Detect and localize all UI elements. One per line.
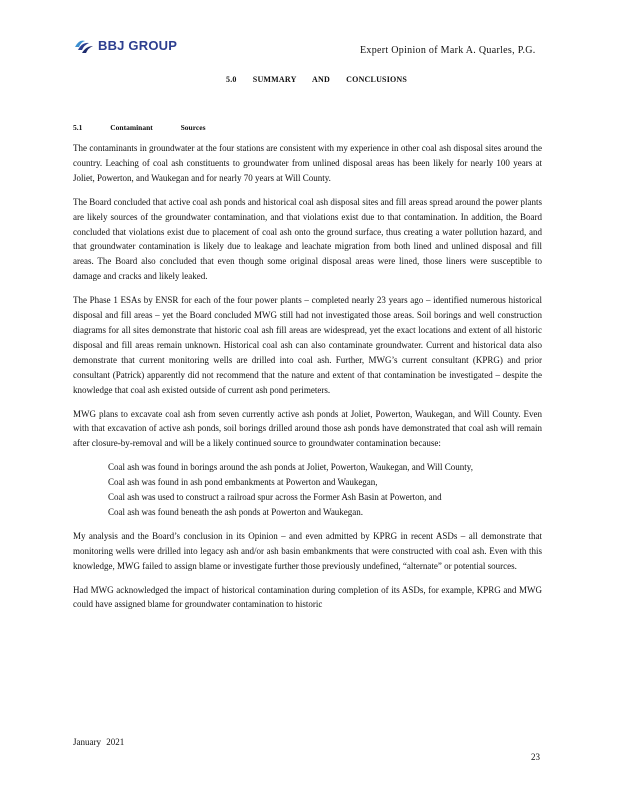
list-item (73, 505, 542, 520)
list-item (73, 475, 542, 490)
running-title: Expert Opinion of Mark A. Quarles, P.G. (360, 45, 536, 56)
section-heading: 5.0 SUMMARY AND CONCLUSIONS (226, 75, 408, 84)
list-item-text: Coal ash was used to construct a railroad spur across the Former Ash Basin at Powerton, and (108, 492, 442, 503)
footer-date: January 2021 (73, 737, 125, 747)
list-item (73, 490, 542, 505)
list-item (73, 460, 542, 475)
list-item-text: Coal ash was found in borings around the ash ponds at Joliet, Powerton, Waukegan, and Will County, (108, 462, 473, 473)
bbj-wave-logo-icon (73, 35, 95, 55)
bullet-list (73, 460, 542, 520)
page-number: 23 (531, 752, 540, 762)
paragraph: MWG plans to excavate coal ash from seven currently active ash ponds at Joliet, Powerton, Waukegan, and Will County. Even with that excavation of active ash ponds, soil borings drilled around those ash ponds have demonstrated that coal ash will remain after closure-by-removal and will be a likely continued source to groundwater contamination because: (73, 408, 542, 449)
document-body (73, 141, 542, 621)
logo-text: BBJ GROUP (98, 37, 178, 53)
company-logo (73, 35, 177, 55)
paragraph: The contaminants in groundwater at the four stations are consistent with my experience in other coal ash disposal sites around the country. Leaching of coal ash constituents to groundwater from unlined disposal areas has been likely for nearly 100 years at Joliet, Powerton, and Waukegan and for nearly 70 years at Will County. (73, 143, 542, 183)
paragraph: The Phase 1 ESAs by ENSR for each of the four power plants – completed nearly 23 years ago – identified numerous historical disposal and fill areas – yet the Board concluded MWG still had not investigated those areas. Soil borings and well construction diagrams for all sites demonstrate that historic coal ash fill areas are widespread, yet the exact locations and extent of all historic disposal and fill areas remain unknown. Historical coal ash can also contaminate groundwater. Current and historical data also demonstrate that current monitoring wells are drilled into coal ash. Further, MWG’s current consultant (KPRG) and prior consultant (Patrick) apparently did not recommend that the nature and extent of that contamination be investigated – despite the knowledge that coal ash existed outside of current ash pond perimeters. (73, 295, 542, 395)
list-item-text: Coal ash was found in ash pond embankments at Powerton and Waukegan, (108, 477, 378, 488)
paragraph: My analysis and the Board’s conclusion in its Opinion – and even admitted by KPRG in recent ASDs – all demonstrate that monitoring wells were drilled into legacy ash and/or ash basin embankments that were constructed with coal ash. Even with this knowledge, MWG failed to assign blame or investigate further those previously undefined, “alternate” or potential sources. (73, 530, 542, 571)
list-item-text: Coal ash was found beneath the ash ponds at Powerton and Waukegan. (108, 506, 364, 517)
subsection-heading: 5.1 Contaminant Sources (73, 123, 206, 132)
paragraph: Had MWG acknowledged the impact of historical contamination during completion of its ASDs, for example, KPRG and MWG could have assigned blame for groundwater contamination to historic (73, 584, 542, 610)
paragraph: The Board concluded that active coal ash ponds and historical coal ash disposal sites and fill areas spread around the power plants are likely sources of the groundwater contamination, and that violations exist due to that contamination. In addition, the Board concluded that violations exist due to placement of coal ash onto the ground surface, thus creating a water pollution hazard, and that groundwater contamination is likely due to leakage and leachate migration from both lined and unlined disposal and fill areas. The Board also concluded that even though some original disposal areas were lined, those liners were susceptible to damage and cracks and likely leaked. (73, 196, 542, 282)
